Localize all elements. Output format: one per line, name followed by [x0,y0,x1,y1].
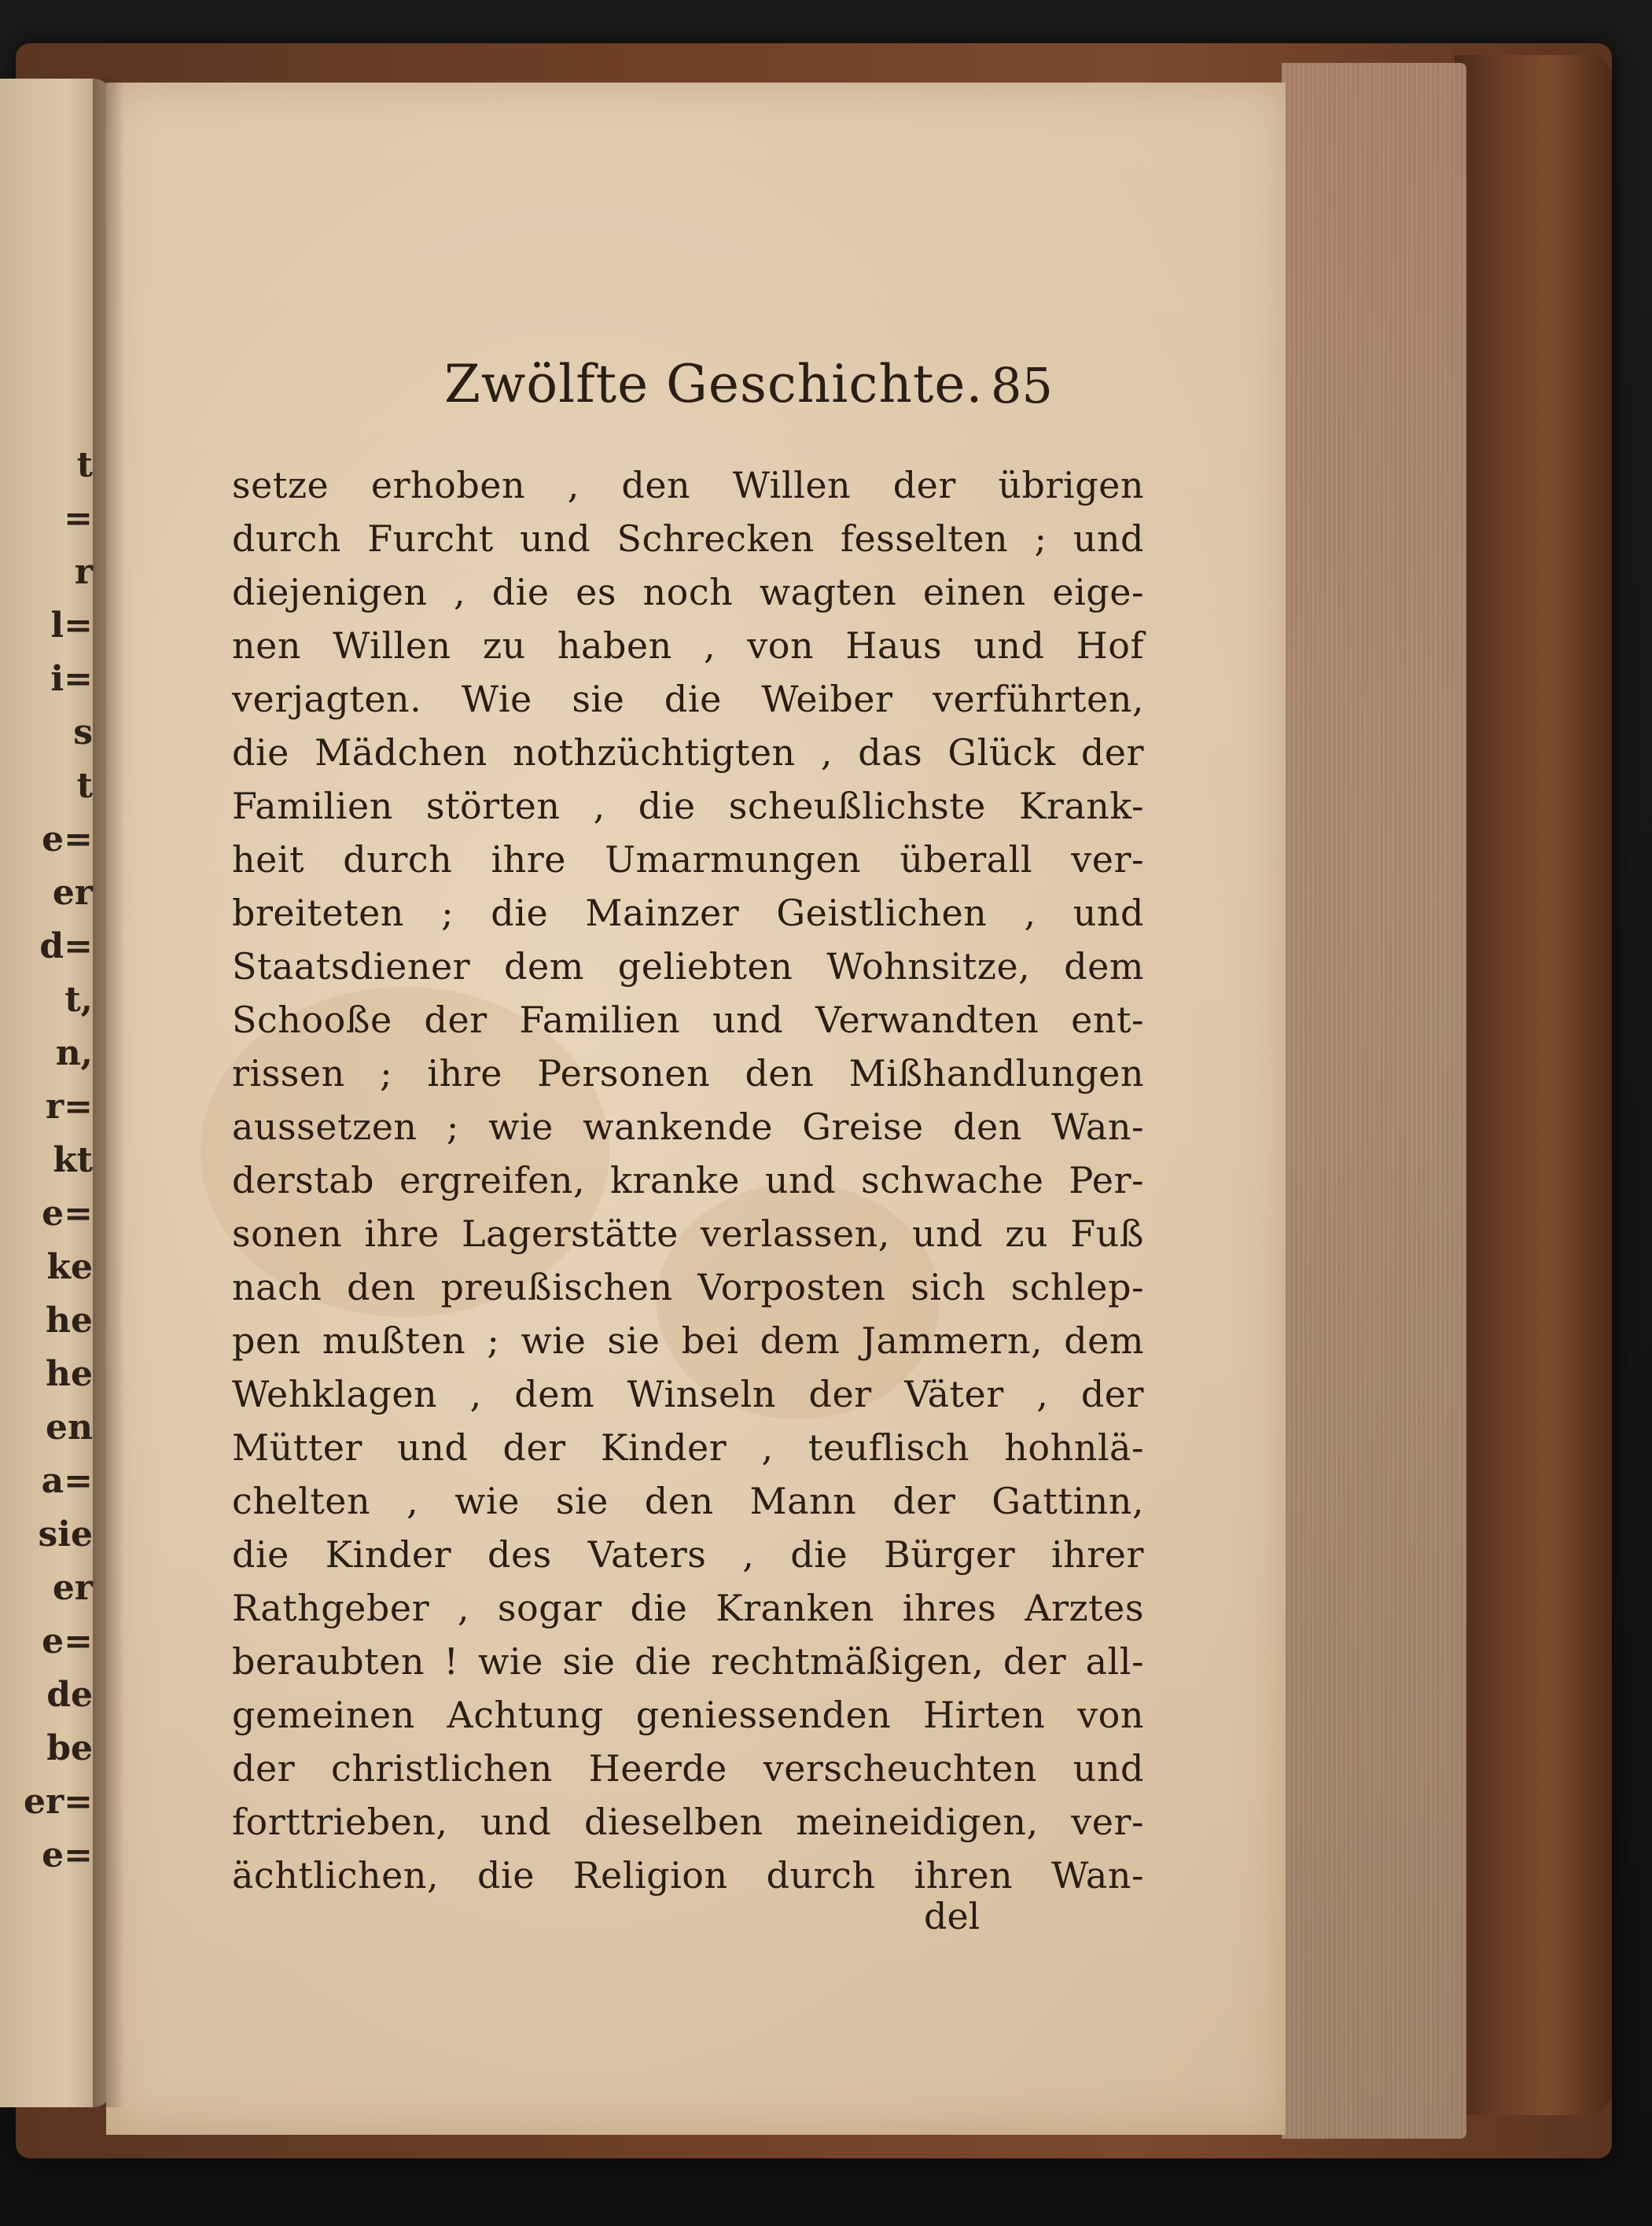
left-page-fragment: e= [42,1194,93,1234]
text-line: chelten , wie sie den Mann der Gattinn, [232,1480,1144,1522]
catchword: del [924,1895,981,1937]
text-line: nen Willen zu haben , von Haus und Hof [232,624,1144,667]
left-page-fragment: t [76,445,93,485]
text-line: forttrieben, und dieselben meineidigen, ver- [232,1801,1144,1843]
left-page-fragment: e= [42,1835,93,1875]
text-line: diejenigen , die es noch wagten einen eige- [232,571,1144,613]
text-line: sonen ihre Lagerstätte verlassen, und zu Fuß [232,1212,1144,1255]
text-line: Rathgeber , sogar die Kranken ihres Arztes [232,1587,1144,1629]
text-line: heit durch ihre Umarmungen überall ver- [232,838,1144,881]
text-line: beraubten ! wie sie die rechtmäßigen, der all- [232,1640,1144,1683]
text-line: durch Furcht und Schrecken fesselten ; und [232,517,1144,560]
left-page-fragment: he [46,1301,93,1341]
text-line: ächtlichen, die Religion durch ihren Wan- [232,1854,1144,1897]
left-page-fragment: sie [38,1514,93,1555]
left-page-fragment: er [52,873,93,913]
left-page-fragment: a= [41,1461,93,1501]
left-page-fragment: d= [39,926,93,966]
left-page-fragment: r= [45,1087,93,1127]
left-page-fragment: er= [23,1782,93,1822]
page-number: 85 [991,357,1053,414]
left-page-fragment: l= [50,605,93,646]
left-page-fragment: i= [50,659,93,699]
left-page-fragment: e= [42,1621,93,1661]
left-page-fragment: en [46,1407,93,1448]
text-line: Familien störten , die scheußlichste Krank- [232,785,1144,827]
text-line: breiteten ; die Mainzer Geistlichen , und [232,892,1144,934]
left-page-fragment: er [52,1568,93,1608]
text-line: Schooße der Familien und Verwandten ent- [232,999,1144,1041]
text-line: der christlichen Heerde verscheuchten und [232,1747,1144,1790]
text-line: aussetzen ; wie wankende Greise den Wan- [232,1106,1144,1148]
running-title: Zwölfte Geschichte. [444,354,984,414]
text-line: derstab ergreifen, kranke und schwache Per- [232,1159,1144,1201]
right-page [106,83,1286,2135]
left-page-fragment: t [76,766,93,806]
text-line: nach den preußischen Vorposten sich schlep- [232,1266,1144,1308]
text-line: gemeinen Achtung geniessenden Hirten von [232,1694,1144,1736]
body-text [232,458,1144,1902]
left-page-fragment: he [46,1354,93,1394]
left-page-fragment: = [64,499,93,539]
text-line: verjagten. Wie sie die Weiber verführten, [232,678,1144,720]
page-block-edges [1282,63,1466,2139]
cover-edge [1455,55,1612,2115]
text-line: rissen ; ihre Personen den Mißhandlungen [232,1052,1144,1095]
text-line: Staatsdiener dem geliebten Wohnsitze, dem [232,945,1144,988]
left-page-fragment: t, [64,980,93,1020]
left-page-fragment: n, [55,1033,93,1073]
left-page-fragment: kt [53,1140,93,1180]
text-line: pen mußten ; wie sie bei dem Jammern, dem [232,1319,1144,1362]
text-line: die Kinder des Vaters , die Bürger ihrer [232,1533,1144,1576]
running-header [106,354,1286,425]
left-page-fragment: de [46,1675,93,1715]
left-page-fragment: be [46,1728,93,1768]
text-line: die Mädchen nothzüchtigten , das Glück der [232,731,1144,774]
left-page-fragment: e= [42,819,93,859]
text-line: Mütter und der Kinder , teuflisch hohnlä- [232,1426,1144,1469]
gutter-shadow [93,79,124,2107]
left-page-fragment: r [74,552,93,592]
left-page-fragment: ke [46,1247,93,1287]
left-page-fragment: s [73,712,93,752]
text-line: Wehklagen , dem Winseln der Väter , der [232,1373,1144,1415]
text-line: setze erhoben , den Willen der übrigen [232,464,1144,506]
